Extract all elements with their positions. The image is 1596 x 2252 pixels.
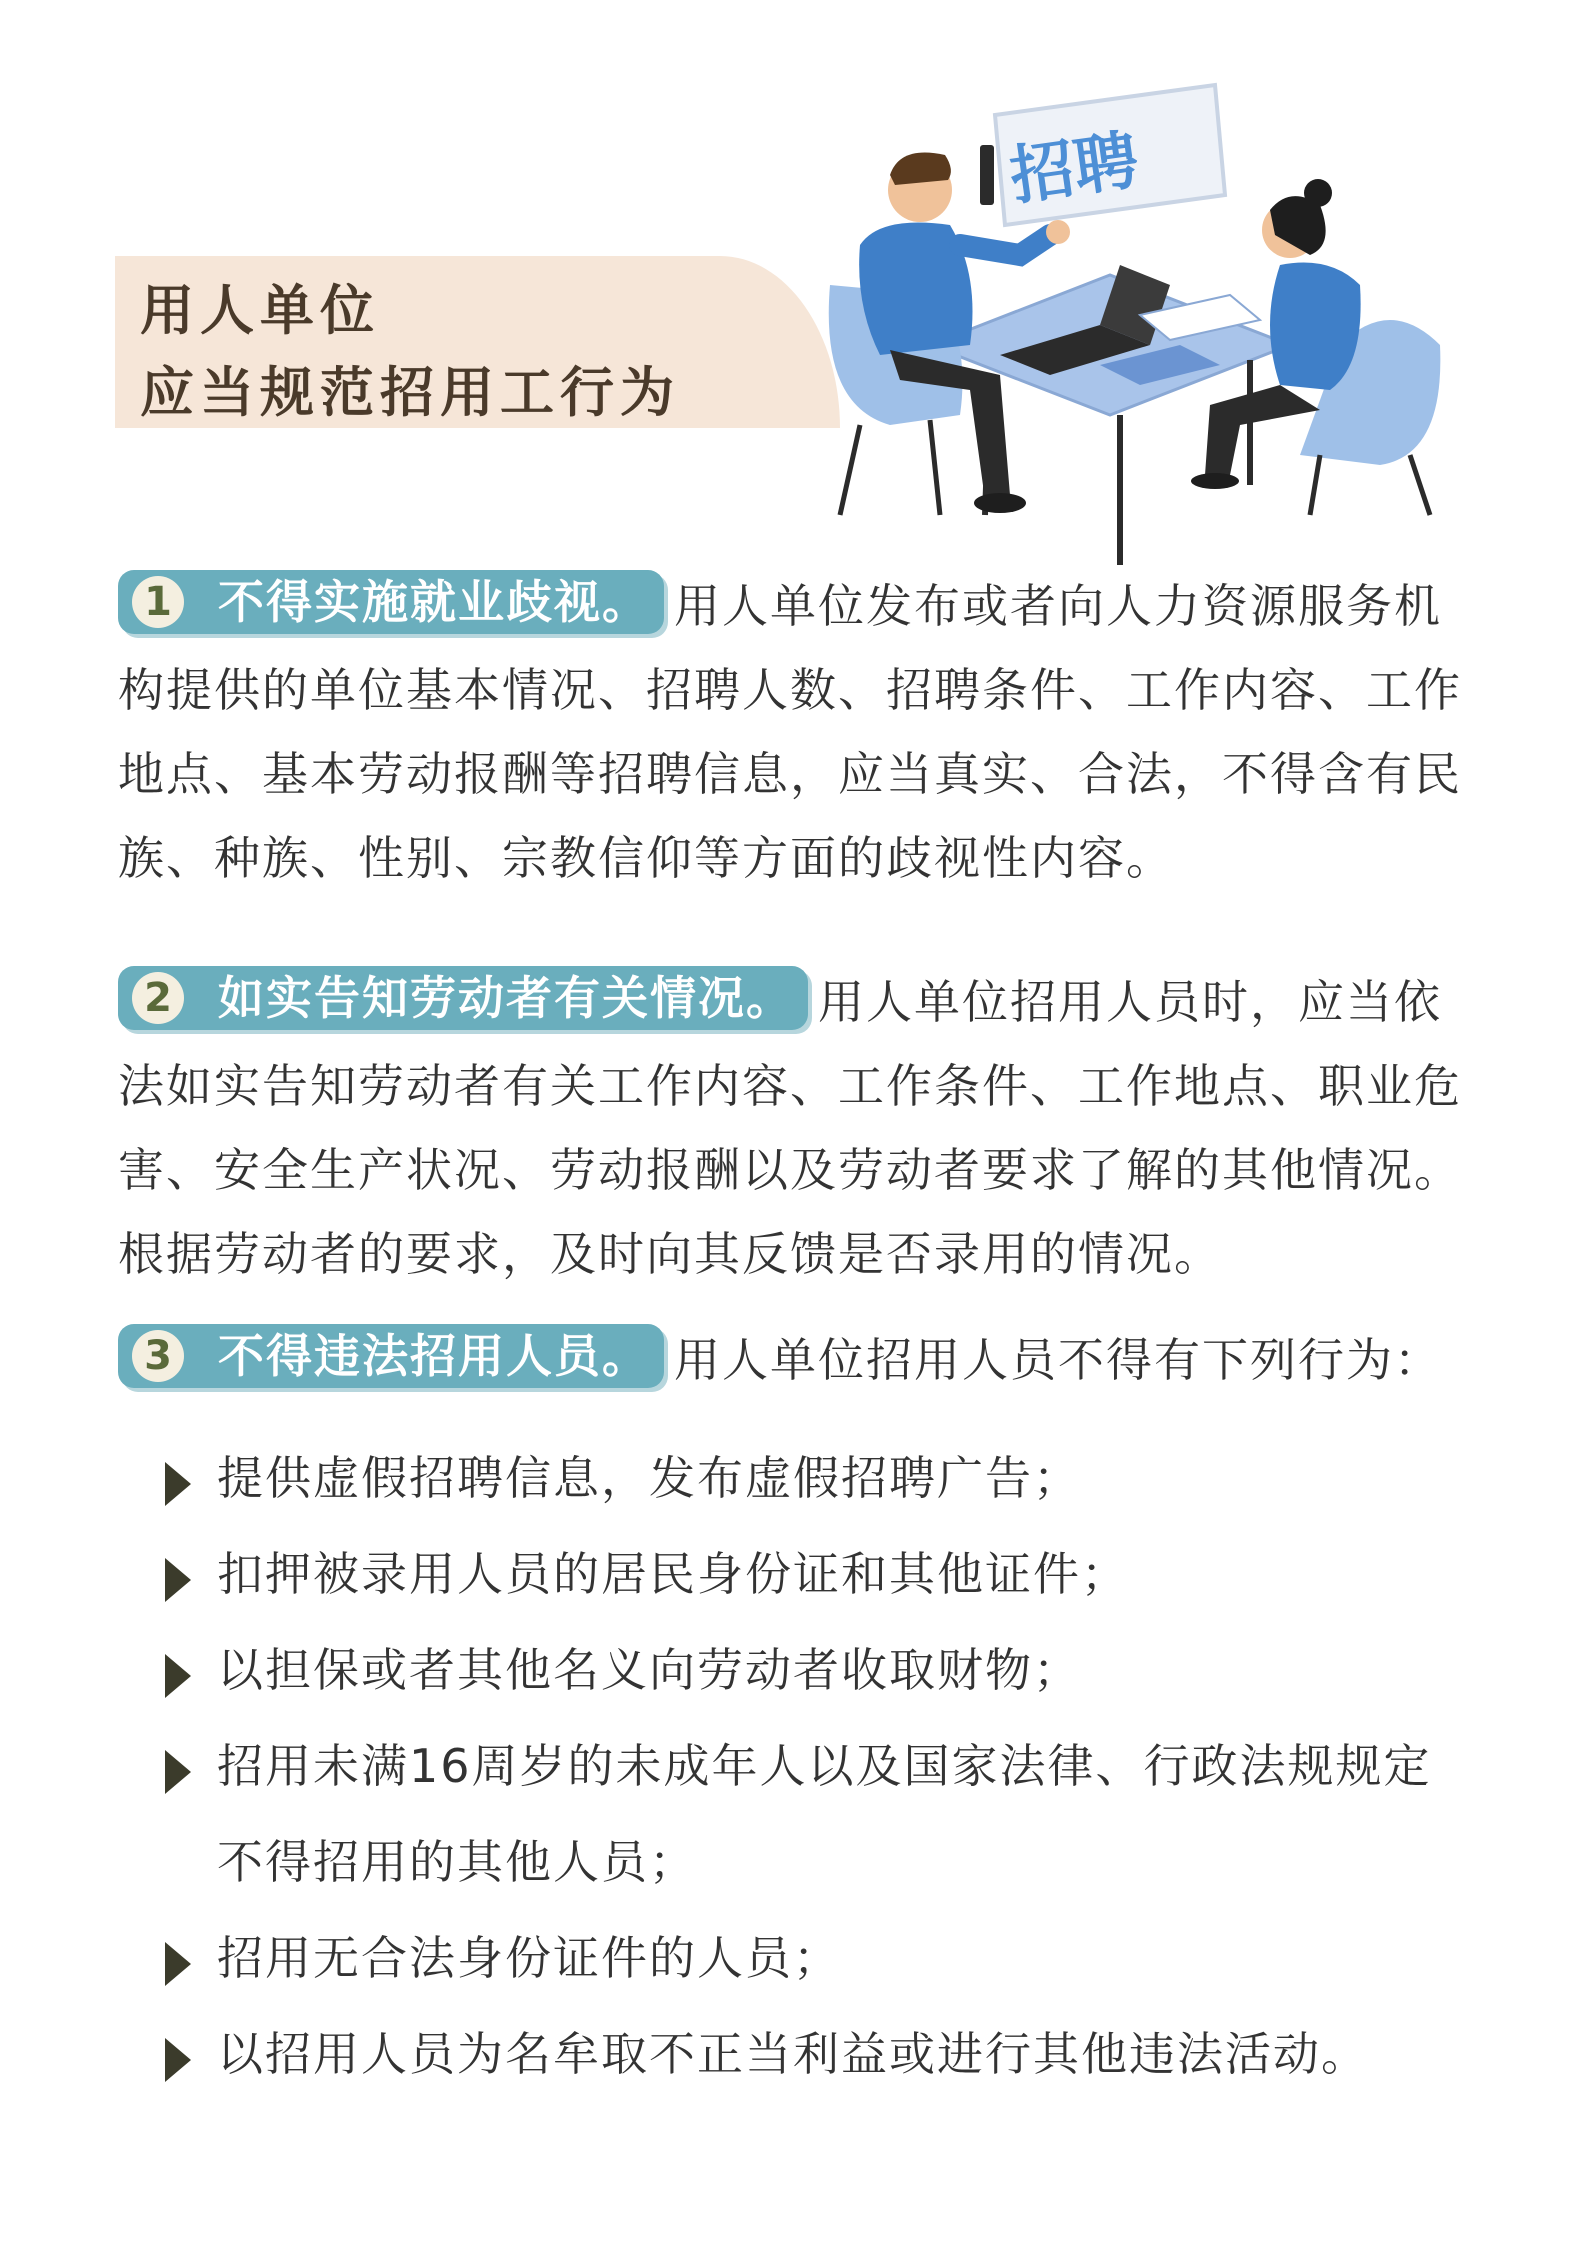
section-3-text: 用人单位招用人员不得有下列行为： (674, 1333, 1442, 1387)
list-item-text: 提供虚假招聘信息，发布虚假招聘广告； (217, 1451, 1081, 1505)
section-3-heading: 不得违法招用人员。 (218, 1329, 650, 1383)
section-2-heading: 如实告知劳动者有关情况。 (218, 971, 794, 1025)
list-item (165, 1718, 1465, 1910)
triangle-bullet-icon (165, 1462, 191, 1506)
section-1-number: 1 (132, 576, 184, 628)
recruitment-interview-illustration (820, 45, 1460, 565)
list-item-text: 招用无合法身份证件的人员； (217, 1931, 841, 1985)
list-item-text: 扣押被录用人员的居民身份证和其他证件； (217, 1547, 1129, 1601)
title-line-1: 用人单位 (140, 279, 380, 342)
list-item (165, 1622, 1465, 1718)
list-item-text: 以担保或者其他名义向劳动者收取财物； (217, 1643, 1081, 1697)
list-item-text: 招用未满16周岁的未成年人以及国家法律、行政法规规定不得招用的其他人员； (217, 1739, 1432, 1889)
section-1-text: 用人单位发布或者向人力资源服务机构提供的单位基本情况、招聘人数、招聘条件、工作内容、工作地点、基本劳动报酬等招聘信息，应当真实、合法，不得含有民族、种族、性别、宗教信仰等方面的歧视性内容。 (118, 579, 1462, 885)
sign-text: 招聘 (1005, 123, 1143, 215)
title-banner (115, 256, 840, 428)
list-item (165, 1430, 1465, 1526)
section-2-badge (118, 966, 808, 1030)
section-1-heading: 不得实施就业歧视。 (218, 575, 650, 629)
list-item-text: 以招用人员为名牟取不正当利益或进行其他违法活动。 (217, 2027, 1369, 2081)
prohibited-acts-list (165, 1430, 1465, 2102)
section-2 (118, 960, 1478, 1296)
section-1 (118, 564, 1478, 900)
section-2-text: 用人单位招用人员时，应当依法如实告知劳动者有关工作内容、工作条件、工作地点、职业危害、安全生产状况、劳动报酬以及劳动者要求了解的其他情况。根据劳动者的要求，及时向其反馈是否录用的情况。 (118, 975, 1462, 1281)
triangle-bullet-icon (165, 1654, 191, 1698)
recruitment-sign (980, 85, 1225, 225)
triangle-bullet-icon (165, 1558, 191, 1602)
triangle-bullet-icon (165, 1750, 191, 1794)
section-3-badge (118, 1324, 664, 1388)
list-item (165, 1526, 1465, 1622)
title-line-2: 应当规范招用工行为 (140, 361, 680, 424)
list-item (165, 1910, 1465, 2006)
section-3-number: 3 (132, 1330, 184, 1382)
triangle-bullet-icon (165, 2038, 191, 2082)
list-item (165, 2006, 1465, 2102)
section-1-badge (118, 570, 664, 634)
triangle-bullet-icon (165, 1942, 191, 1986)
section-3 (118, 1318, 1478, 1402)
section-2-number: 2 (132, 972, 184, 1024)
